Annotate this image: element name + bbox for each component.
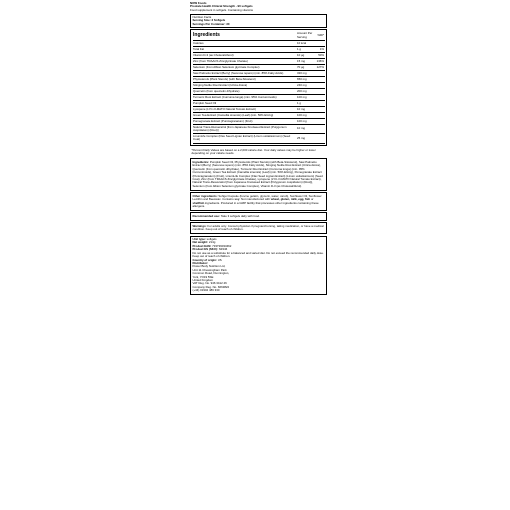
nutrient-amount: 1 g [297,100,315,106]
col-ingredients: Ingredients [193,31,297,40]
nutrient-amount: 10 µg [297,52,315,58]
other-ingredients-section [190,192,327,211]
nutrient-amount: 100 mg [297,94,315,100]
product-ean-line: Product EAN: 733739033462 [192,243,232,248]
address-line: Common Road, Dunnington, [192,271,230,276]
nutrient-name: Zinc (from TRAACS Zincglycinate Chelate) [193,58,297,64]
nutrient-name: Quercetin (from quercetin dihydrate) [193,88,297,94]
unit-type-line: Unit type: softgels [192,237,217,242]
nutrient-amount: 200 mg [297,88,315,94]
nutrient-amount: 10 kcal [297,40,315,46]
nutrient-name: Calories [193,40,297,46]
recommended-use-section [190,212,327,220]
nutrient-amount: 100 mg [297,112,315,118]
nutrient-name: Vitamin D-3 (as Cholecalciferol) [193,52,297,58]
nutrient-amount: 320 mg [297,70,315,76]
address-line: Power Body Nutrition Ltd, [192,264,226,269]
nutrition-table-box [190,29,327,145]
recommended-use-text: Recommended use: Take 3 softgels daily with food. [192,213,260,218]
col-ri: %RI* [315,31,325,40]
other-ingredients-text: Other ingredients: Softgel Capsule (bovine gelatin, glycerin, water, carob), Sunflower Oil, Sunflower Lecithin and Beeswax. Contains soy. Not manufactured with wheat, gluten, milk, egg, fish or shellfish ingredients. Produced in a GMP facility that processes other ingredients containing these allergens. [192,193,322,208]
net-weight-line: Net weight: 214g [192,240,216,245]
address-line: VAT Reg. No. 946 3412 46 [192,281,227,286]
nutrient-amount: 100 mg [297,118,315,124]
nutrition-rows [193,40,325,143]
disclaimer-text: Do not use as a substitute for a balanced and varied diet. Do not exceed the recommended daily dose. Keep out of reach of children. [192,250,324,259]
nutrient-name: LinumLife Complex (Flax Seed Lignan Extract) (Linum usitatissimum) (Seed Coat) [193,134,297,143]
nutrient-name: Pomegranate Extract (Punicagranatum) (Fruit) [193,118,297,124]
nutrient-amount: 70 µg [297,64,315,70]
serving-info-box [190,14,327,28]
col-amount: Amount Per Serving [297,31,315,40]
nutrient-amount: 1 g [297,46,315,52]
address-line: Unit 11 Chessingham Park [192,267,227,272]
nutrient-amount: 10 mg [297,106,315,112]
distributor-address [193,265,325,292]
product-label [190,2,327,508]
nutrient-amount: 15 mg [297,58,315,64]
nutrient-amount: 240 mg [297,82,315,88]
nutrient-amount: 25 mg [297,134,315,143]
nutrition-footnote: *Percent Daily Values are based on a 2,000 calorie diet. Your daily values may be higher or lower depending on your calorie needs. [191,147,316,156]
product-description: Food supplement in softgels. Containing vitamins [190,7,253,12]
nutrient-name: Selenium (from Albion Selenium glycinate Complex) [193,64,297,70]
nutrient-ri: 136% [315,58,325,64]
ingredients-text: Ingredients: Pumpkin Seed Oil, Phytosterols (Plant Sterols) (with Beta-Sitosterol), Saw Palmetto Extract (Berry) (Serenoa repens) (min. 85% Fatty Acids), Stinging Nettle Root Extract (Urtica dioica), Quercetin (from quercetin dihydrate), Turmeric Root Extract (Curcuma longa) (min. 95% Curcuminoids), Green Tea Extract (Camellia sinensis) (Leaf) (min. 50% EGCg), Pomegranate Extract (Punicagranatum) (Fruit), LinumLife Complex (Flax Seed Lignan Extract) (Linum usitatissimum) (Seed Coat), Zinc (from TRAACS Zincglycinate Chelate), Lycopene (LYC-O-MATO Natural Tomato Extract), Natural Trans-Resveratrol [from Japanese Knotweed Extract (Polygonum cuspidatum) (Root)], Selenium (from Albion Selenium glycinate Complex), Vitamin D-3 (as Cholecalciferol). [192,159,323,188]
nutrient-name: Phytosterols (Plant Sterols) (with Beta-Sitosterol) [193,76,297,82]
nutrition-row [193,134,325,143]
address-line: Company Reg. No. 6663822 [192,284,230,289]
nutrient-name: Turmeric Root Extract (Curcuma longa) (min. 95% Curcuminoids) [193,94,297,100]
nutrition-facts-title: Nutrition Facts [192,14,212,19]
nutrition-table [193,31,325,143]
nutrient-name: Total Fat [193,46,297,52]
address-line: (+44) 01904 486 330 [192,288,220,293]
distributor-label: Distributor: [192,260,209,265]
address-line: York, YO19 5SE [192,274,214,279]
serving-size-line: Serving Size: 3 Softgels [192,18,226,23]
nutrient-name: Stinging Nettle Root Extract (Urtica dioica) [193,82,297,88]
nutrient-name: Lycopene (LYC-O-MATO Natural Tomato Extract) [193,106,297,112]
nutrient-name: Pumpkin Seed Oil [193,100,297,106]
warnings-section [190,222,327,234]
details-section [190,236,327,296]
product-es-line: Product ES (SKU): N3346 [192,247,228,252]
country-line: Country of origin: US [192,257,222,262]
brand-name: NOW Foods [190,1,207,5]
ingredients-section [190,158,327,190]
nutrient-amount: 10 mg [297,124,315,133]
nutrient-ri: 50% [315,52,325,58]
label-header [190,2,327,12]
nutrient-ri: 127% [315,64,325,70]
servings-per-container-line: Servings Per Container: 30 [192,21,230,26]
nutrient-name: Natural Trans-Resveratrol [from Japanese Knotweed Extract (Polygonum cuspidatum) (Root)] [193,124,297,133]
nutrient-ri [315,134,325,143]
address-line: United Kingdom [192,277,214,282]
product-title: Prostate Health Clinical Strength - 90 softgels [190,4,253,9]
nutrient-name: Saw Palmetto Extract (Berry) (Serenoa repens) (min. 85% Fatty Acids) [193,70,297,76]
nutrition-row [193,124,325,133]
warnings-text: Warnings: For adults only. Consult physician if pregnant/nursing, taking medication, or have a medical condition. Keep out of reach of children. [192,223,324,232]
nutrient-name: Green Tea Extract (Camellia sinensis) (Leaf) (min. 50% EGCg) [193,112,297,118]
nutrition-table-header [193,31,325,40]
nutrient-amount: 650 mg [297,76,315,82]
nutrient-ri [315,124,325,133]
nutrient-ri: 1% [315,46,325,52]
